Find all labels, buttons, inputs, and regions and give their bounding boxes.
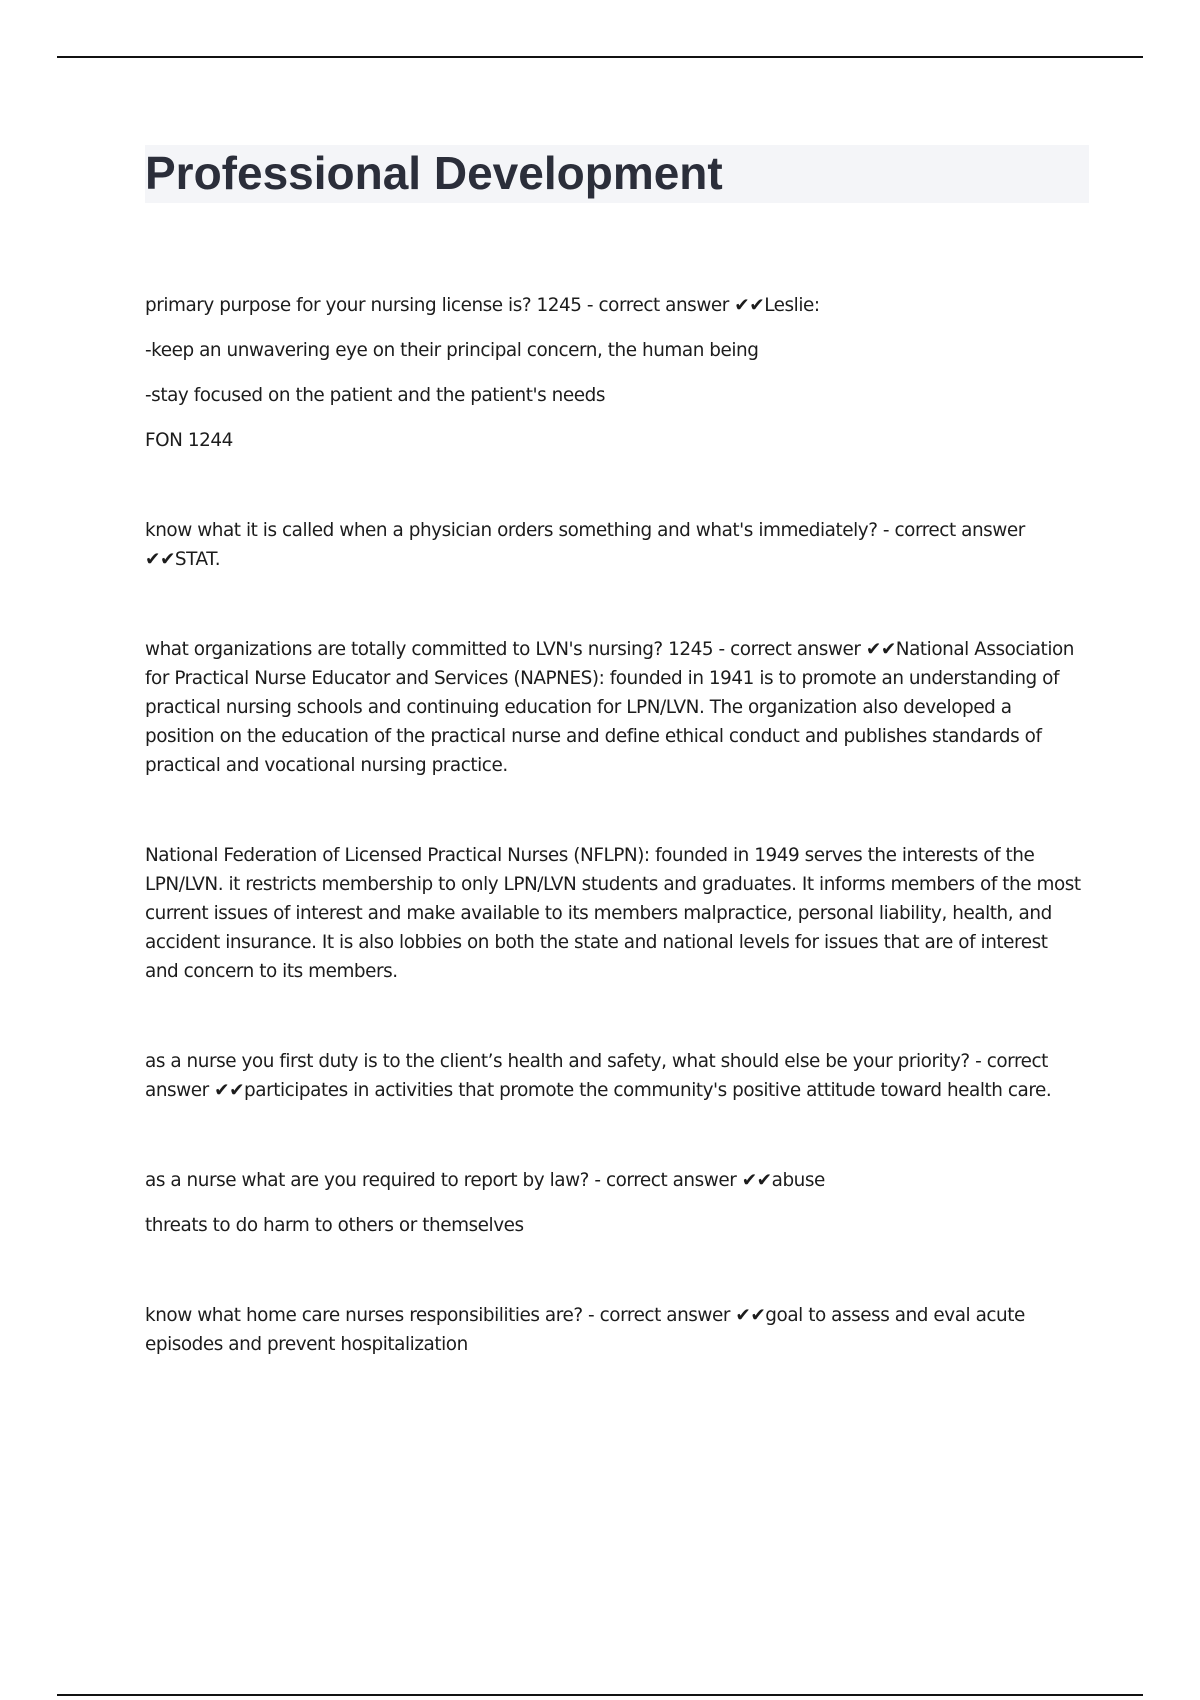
entry-paragraph: -stay focused on the patient and the patient's needs [145,385,605,406]
page-title: Professional Development [145,147,723,199]
qa-entry-organizations [145,635,1085,780]
entry-paragraph: National Federation of Licensed Practical Nurses (NFLPN): founded in 1949 serves the interests of the LPN/LVN. it restricts membership to only LPN/LVN students and graduates. It informs members of the most current issues of interest and make available to its members malpractice, personal liability, health, and accident insurance. It is also lobbies on both the state and national levels for issues that are of interest and concern to its members. [145,845,1081,982]
qa-entry-stat-order [145,516,1085,574]
entry-paragraph: know what home care nurses responsibilities are? - correct answer ✔✔goal to assess and eval acute episodes and prevent hospitalization [145,1305,1025,1355]
qa-entry-nflpn [145,841,1085,986]
entry-paragraph: threats to do harm to others or themselves [145,1215,524,1236]
qa-entry-nurse-priority [145,1047,1085,1105]
entry-paragraph: know what it is called when a physician orders something and what's immediately? - correct answer ✔✔STAT. [145,520,1025,570]
entry-paragraph: primary purpose for your nursing license is? 1245 - correct answer ✔✔Leslie: [145,295,820,316]
document-body [145,291,1085,1359]
entry-paragraph: -keep an unwavering eye on their principal concern, the human being [145,340,759,361]
qa-entry-home-care [145,1301,1085,1359]
entry-paragraph: as a nurse you first duty is to the client’s health and safety, what should else be your priority? - correct answer ✔✔participates in activities that promote the community's positive attitude toward health care. [145,1051,1052,1101]
entry-paragraph: what organizations are totally committed to LVN's nursing? 1245 - correct answer ✔✔National Association for Practical Nurse Educator and Services (NAPNES): founded in 1941 is to promote an understanding of practical nursing schools and continuing education for LPN/LVN. The organization also developed a position on the education of the practical nurse and define ethical conduct and publishes standards of practical and vocational nursing practice. [145,639,1074,776]
entry-paragraph: FON 1244 [145,430,233,451]
qa-entry-report-by-law [145,1166,1085,1240]
header-rule [57,56,1143,58]
footer-rule [57,1694,1143,1696]
entry-paragraph: as a nurse what are you required to report by law? - correct answer ✔✔abuse [145,1170,825,1191]
qa-entry-license-purpose [145,291,1085,455]
